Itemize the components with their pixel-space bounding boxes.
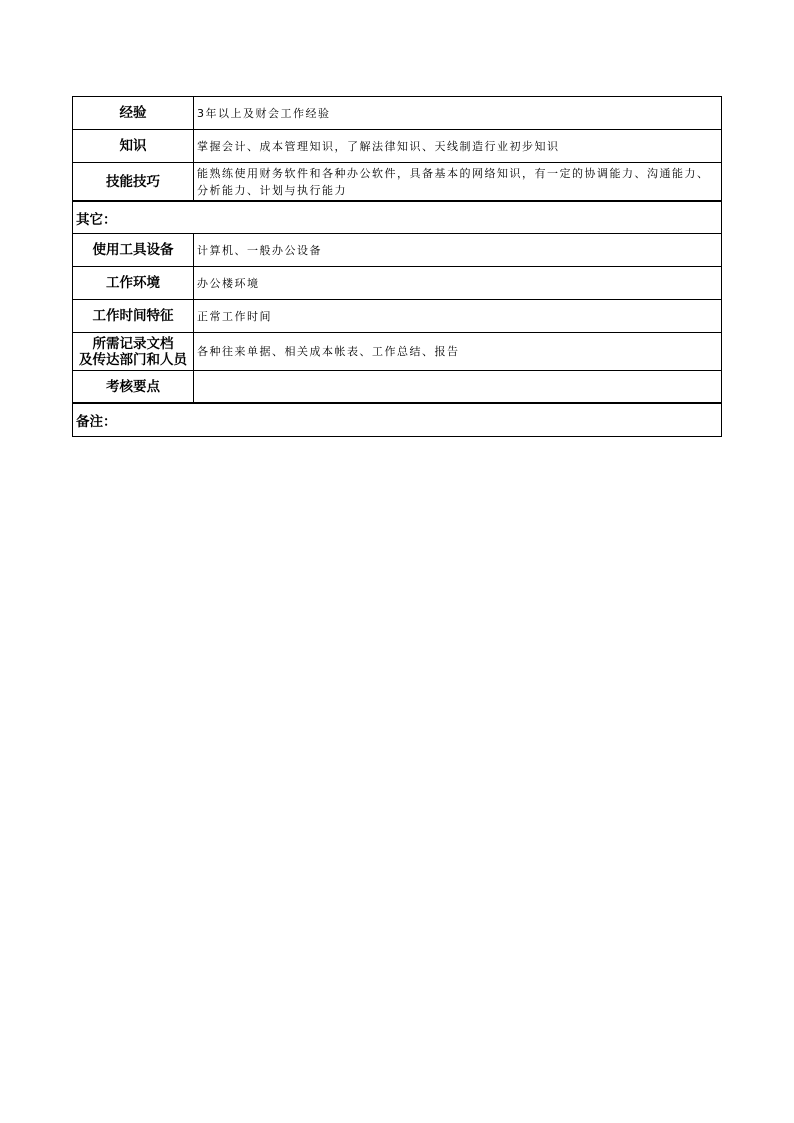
documents-label-line1: 所需记录文档 xyxy=(92,335,174,352)
row-assessment xyxy=(73,371,721,403)
environment-label: 工作环境 xyxy=(73,267,194,299)
tools-value: 计算机、一般办公设备 xyxy=(197,243,322,257)
skills-label: 技能技巧 xyxy=(73,163,194,200)
row-skills xyxy=(73,163,721,201)
skills-value: 能熟练使用财务软件和各种办公软件，具备基本的网络知识，有一定的协调能力、沟通能力、分析能力、计划与执行能力 xyxy=(197,167,710,197)
row-documents xyxy=(73,333,721,371)
other-heading: 其它： xyxy=(76,211,117,228)
documents-label-line2: 及传达部门和人员 xyxy=(79,351,187,368)
experience-label: 经验 xyxy=(73,97,194,129)
remarks-heading: 备注： xyxy=(76,414,117,430)
work-time-value: 正常工作时间 xyxy=(197,309,272,323)
row-environment xyxy=(73,267,721,300)
row-experience xyxy=(73,97,721,130)
row-work-time xyxy=(73,300,721,333)
environment-value: 办公楼环境 xyxy=(197,276,260,290)
job-description-table xyxy=(72,96,722,437)
row-knowledge xyxy=(73,130,721,163)
documents-label xyxy=(73,333,194,370)
assessment-label: 考核要点 xyxy=(73,371,194,402)
knowledge-value: 掌握会计、成本管理知识，了解法律知识、天线制造行业初步知识 xyxy=(197,139,560,153)
row-remarks xyxy=(73,403,721,436)
knowledge-label: 知识 xyxy=(73,130,194,162)
documents-value: 各种往来单据、相关成本帐表、工作总结、报告 xyxy=(197,345,460,358)
work-time-label: 工作时间特征 xyxy=(73,300,194,332)
experience-value: 3年以上及财会工作经验 xyxy=(197,106,331,120)
tools-label: 使用工具设备 xyxy=(73,234,194,266)
assessment-value xyxy=(194,371,721,402)
row-other-heading xyxy=(73,201,721,234)
row-tools xyxy=(73,234,721,267)
